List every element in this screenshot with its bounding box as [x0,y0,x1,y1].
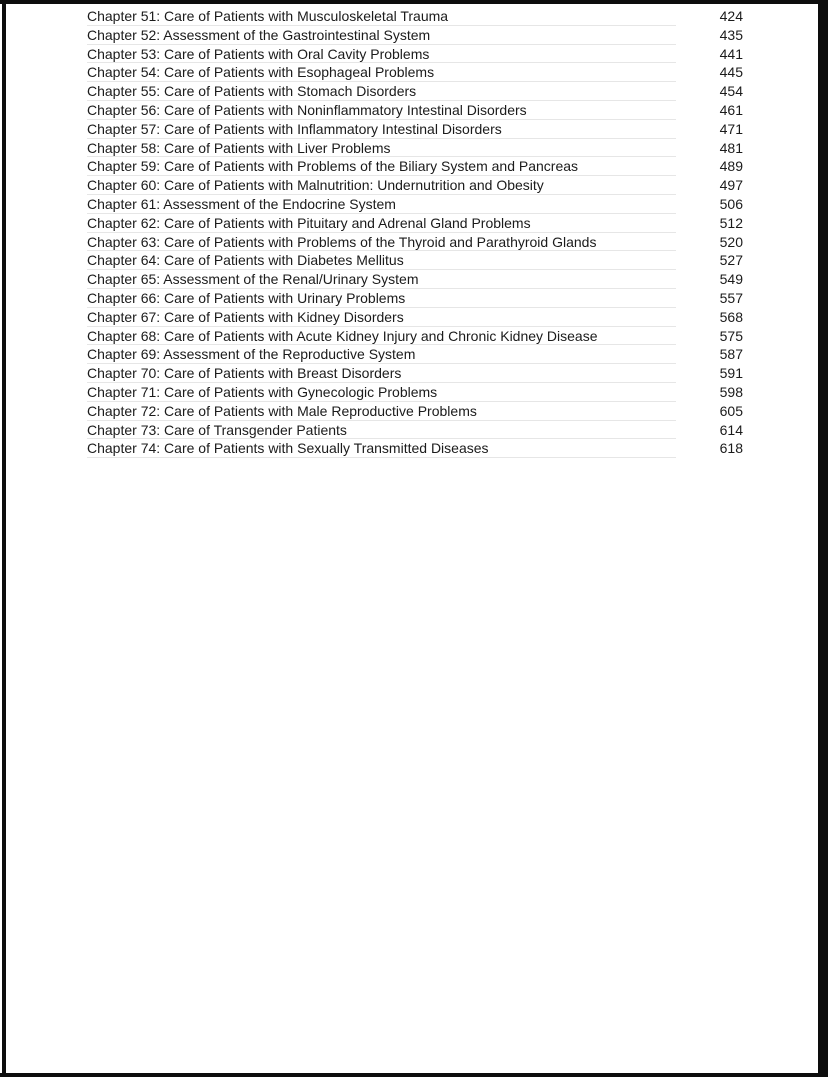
toc-row [87,289,743,308]
toc-row [87,157,743,176]
toc-row [87,402,743,421]
toc-entry-title: Chapter 55: Care of Patients with Stomach Disorders [87,82,676,101]
toc-entry-page: 497 [719,177,743,194]
toc-row [87,63,743,82]
toc-entry-title: Chapter 53: Care of Patients with Oral Cavity Problems [87,45,676,64]
toc-row [87,82,743,101]
toc-entry-title: Chapter 62: Care of Patients with Pituitary and Adrenal Gland Problems [87,214,676,233]
toc-entry-title: Chapter 63: Care of Patients with Problems of the Thyroid and Parathyroid Glands [87,233,676,252]
toc-entry-title: Chapter 56: Care of Patients with Noninflammatory Intestinal Disorders [87,101,676,120]
toc-entry-title: Chapter 67: Care of Patients with Kidney Disorders [87,308,676,327]
toc-entry-title: Chapter 73: Care of Transgender Patients [87,421,676,440]
toc-entry-title: Chapter 57: Care of Patients with Inflammatory Intestinal Disorders [87,120,676,139]
toc-entry-page: 557 [719,289,743,306]
toc-entry-title: Chapter 65: Assessment of the Renal/Urinary System [87,270,676,289]
toc-entry-title: Chapter 72: Care of Patients with Male Reproductive Problems [87,402,676,421]
toc-row [87,195,743,214]
toc-row [87,308,743,327]
toc-row [87,327,743,346]
toc-entry-page: 575 [719,327,743,344]
toc-entry-page: 506 [719,195,743,212]
toc-row [87,364,743,383]
toc-entry-title: Chapter 69: Assessment of the Reproductive System [87,345,676,364]
toc-entry-page: 568 [719,308,743,325]
toc-entry-title: Chapter 54: Care of Patients with Esophageal Problems [87,63,676,82]
toc-entry-page: 471 [719,120,743,137]
toc-entry-page: 481 [719,139,743,156]
toc-entry-page: 445 [719,64,743,81]
toc-entry-page: 435 [719,26,743,43]
toc-entry-page: 527 [719,252,743,269]
toc-row [87,26,743,45]
toc-row [87,7,743,26]
toc-entry-title: Chapter 59: Care of Patients with Problems of the Biliary System and Pancreas [87,157,676,176]
toc-entry-page: 424 [719,8,743,24]
toc-entry-page: 598 [719,383,743,400]
toc-row [87,270,743,289]
toc-row [87,214,743,233]
toc-entry-title: Chapter 74: Care of Patients with Sexually Transmitted Diseases [87,439,676,458]
page-edge-sliver [0,4,2,1073]
document-page [6,4,818,1073]
toc-entry-page: 520 [719,233,743,250]
toc-row [87,345,743,364]
toc-entry-title: Chapter 51: Care of Patients with Musculoskeletal Trauma [87,7,676,26]
toc-entry-title: Chapter 71: Care of Patients with Gynecologic Problems [87,383,676,402]
toc-row [87,45,743,64]
toc-row [87,383,743,402]
toc-entry-title: Chapter 60: Care of Patients with Malnutrition: Undernutrition and Obesity [87,176,676,195]
toc-list [6,4,818,458]
toc-entry-page: 549 [719,271,743,288]
toc-entry-page: 441 [719,45,743,62]
toc-row [87,120,743,139]
toc-entry-title: Chapter 52: Assessment of the Gastrointestinal System [87,26,676,45]
toc-entry-page: 605 [719,402,743,419]
toc-entry-title: Chapter 64: Care of Patients with Diabetes Mellitus [87,251,676,270]
toc-entry-page: 614 [719,421,743,438]
toc-entry-page: 454 [719,83,743,100]
toc-row [87,251,743,270]
toc-entry-page: 461 [719,101,743,118]
toc-row [87,101,743,120]
toc-row [87,421,743,440]
toc-entry-page: 512 [719,214,743,231]
toc-row [87,439,743,458]
toc-entry-title: Chapter 70: Care of Patients with Breast Disorders [87,364,676,383]
toc-entry-title: Chapter 66: Care of Patients with Urinary Problems [87,289,676,308]
toc-row [87,139,743,158]
toc-entry-page: 489 [719,158,743,175]
toc-entry-title: Chapter 61: Assessment of the Endocrine System [87,195,676,214]
toc-row [87,233,743,252]
toc-entry-page: 618 [719,440,743,457]
toc-entry-title: Chapter 58: Care of Patients with Liver Problems [87,139,676,158]
toc-entry-page: 591 [719,365,743,382]
toc-row [87,176,743,195]
toc-entry-page: 587 [719,346,743,363]
toc-entry-title: Chapter 68: Care of Patients with Acute Kidney Injury and Chronic Kidney Disease [87,327,676,346]
